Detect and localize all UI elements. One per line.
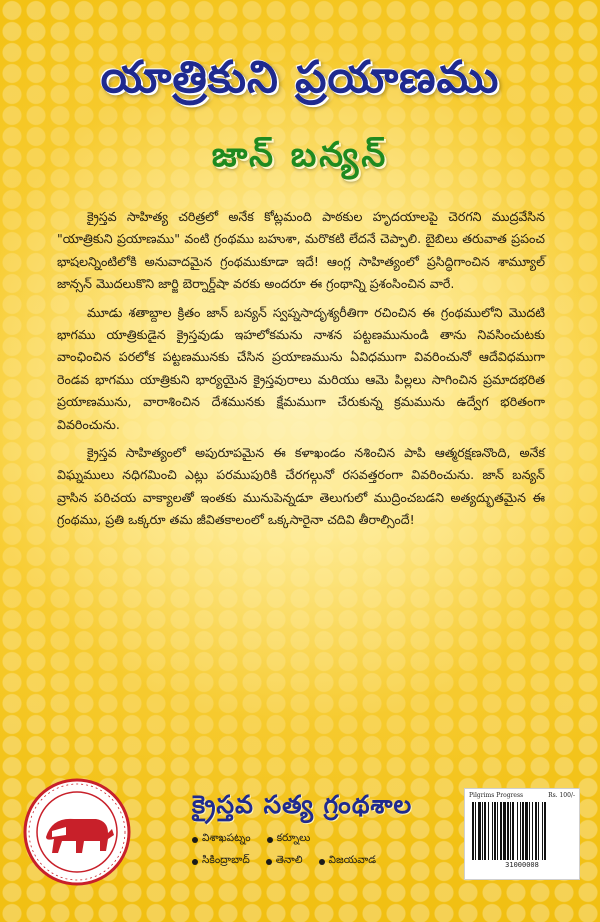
branch-list (192, 832, 432, 869)
bullet-icon (319, 859, 325, 865)
bullet-icon (267, 837, 273, 843)
branch-item: సికింద్రాబాద్ (192, 854, 250, 869)
publisher-seal-icon (22, 777, 132, 887)
blurb-paragraph-2: మూడు శతాబ్దాల క్రితం జాన్ బన్యన్ స్వప్నసాదృశ్యరీతిగా రచించిన ఈ గ్రంథములోని మొదటి భాగము యాత్రికుడైన క్రైస్తవుడు ఇహలోకమను నాశన పట్టణమునుండి తాను నివసించుటకు వాంఛించిన పరలోక పట్టణమునకు చేసిన ప్రయాణమును ఏవిధముగా వివరించునో ఆదేవిధముగా రెండవ భాగము యాత్రికుని భార్యయైన క్రైస్తవురాలు మరియు ఆమె పిల్లలు సాగించిన ప్రమాదభరిత ప్రయాణమును, వారాశించిన దేశమునకు క్షేమముగా చేరుకున్న క్రమమును ఉద్వేగ భరితంగా వివరించును. (57, 304, 545, 432)
book-title: యాత్రికుని ప్రయాణము (100, 52, 500, 103)
barcode-box (464, 788, 580, 880)
bullet-icon (192, 859, 198, 865)
blurb-paragraph-1: క్రైస్తవ సాహిత్య చరిత్రలో అనేక కోట్లమంది పాఠకుల హృదయాలపై చెరగని ముద్రవేసిన "యాత్రికుని ప్రయాణము" వంటి గ్రంథము బహుశా, మరొకటి లేదనే చెప్పాలి. బైబిలు తరువాత ప్రపంచ భాషలన్నింటిలోకి అనువాదమైన గ్రంథముకూడా ఇదే! ఆంగ్ల సాహిత్యంలో ప్రసిద్ధిగాంచిన శామ్యూల్ జాన్సన్ మొదలుకొని జార్జి బెర్నార్డ్‌షా వరకు అందరూ ఈ గ్రంథాన్ని ప్రశంసించిన వారే. (57, 209, 545, 292)
barcode-icon (469, 802, 575, 860)
branch-item: విజయవాడ (319, 854, 376, 869)
blurb (57, 206, 545, 538)
branch-item: విశాఖపట్నం (192, 832, 251, 847)
bullet-icon (266, 859, 272, 865)
blurb-paragraph-3: క్రైస్తవ సాహిత్యంలో అపురూపమైన ఈ కళాఖండం నశించిన పాపి ఆత్మరక్షణనొంది, అనేక విఘ్నములు నధిగమించి ఎట్లు పరముపురికి చేరగల్గునో రసవత్తరంగా వివరించును. జాన్ బన్యన్ వ్రాసిన పరిచయ వాక్యాలతో ఇంతకు మునుపెన్నడూ తెలుగులో ముద్రించబడని అత్యద్భుతమైన ఈ గ్రంథము, ప్రతి ఒక్కరూ తమ జీవితకాలంలో ఒక్కసారైనా చదివి తీరాల్సిందే! (57, 445, 545, 528)
bullet-icon (192, 837, 198, 843)
branch-item: తెనాలి (266, 854, 303, 869)
barcode-title: Pilgrims Progress (469, 792, 524, 799)
publisher-name: క్రైస్తవ సత్య గ్రంథశాల (192, 790, 413, 819)
book-author: జాన్ బన్యన్ (211, 135, 389, 175)
barcode-number: 31000008 (505, 861, 539, 869)
barcode-price: Rs. 100/- (548, 792, 575, 799)
publisher-block (192, 790, 432, 876)
branch-item: కర్నూలు (267, 832, 311, 847)
